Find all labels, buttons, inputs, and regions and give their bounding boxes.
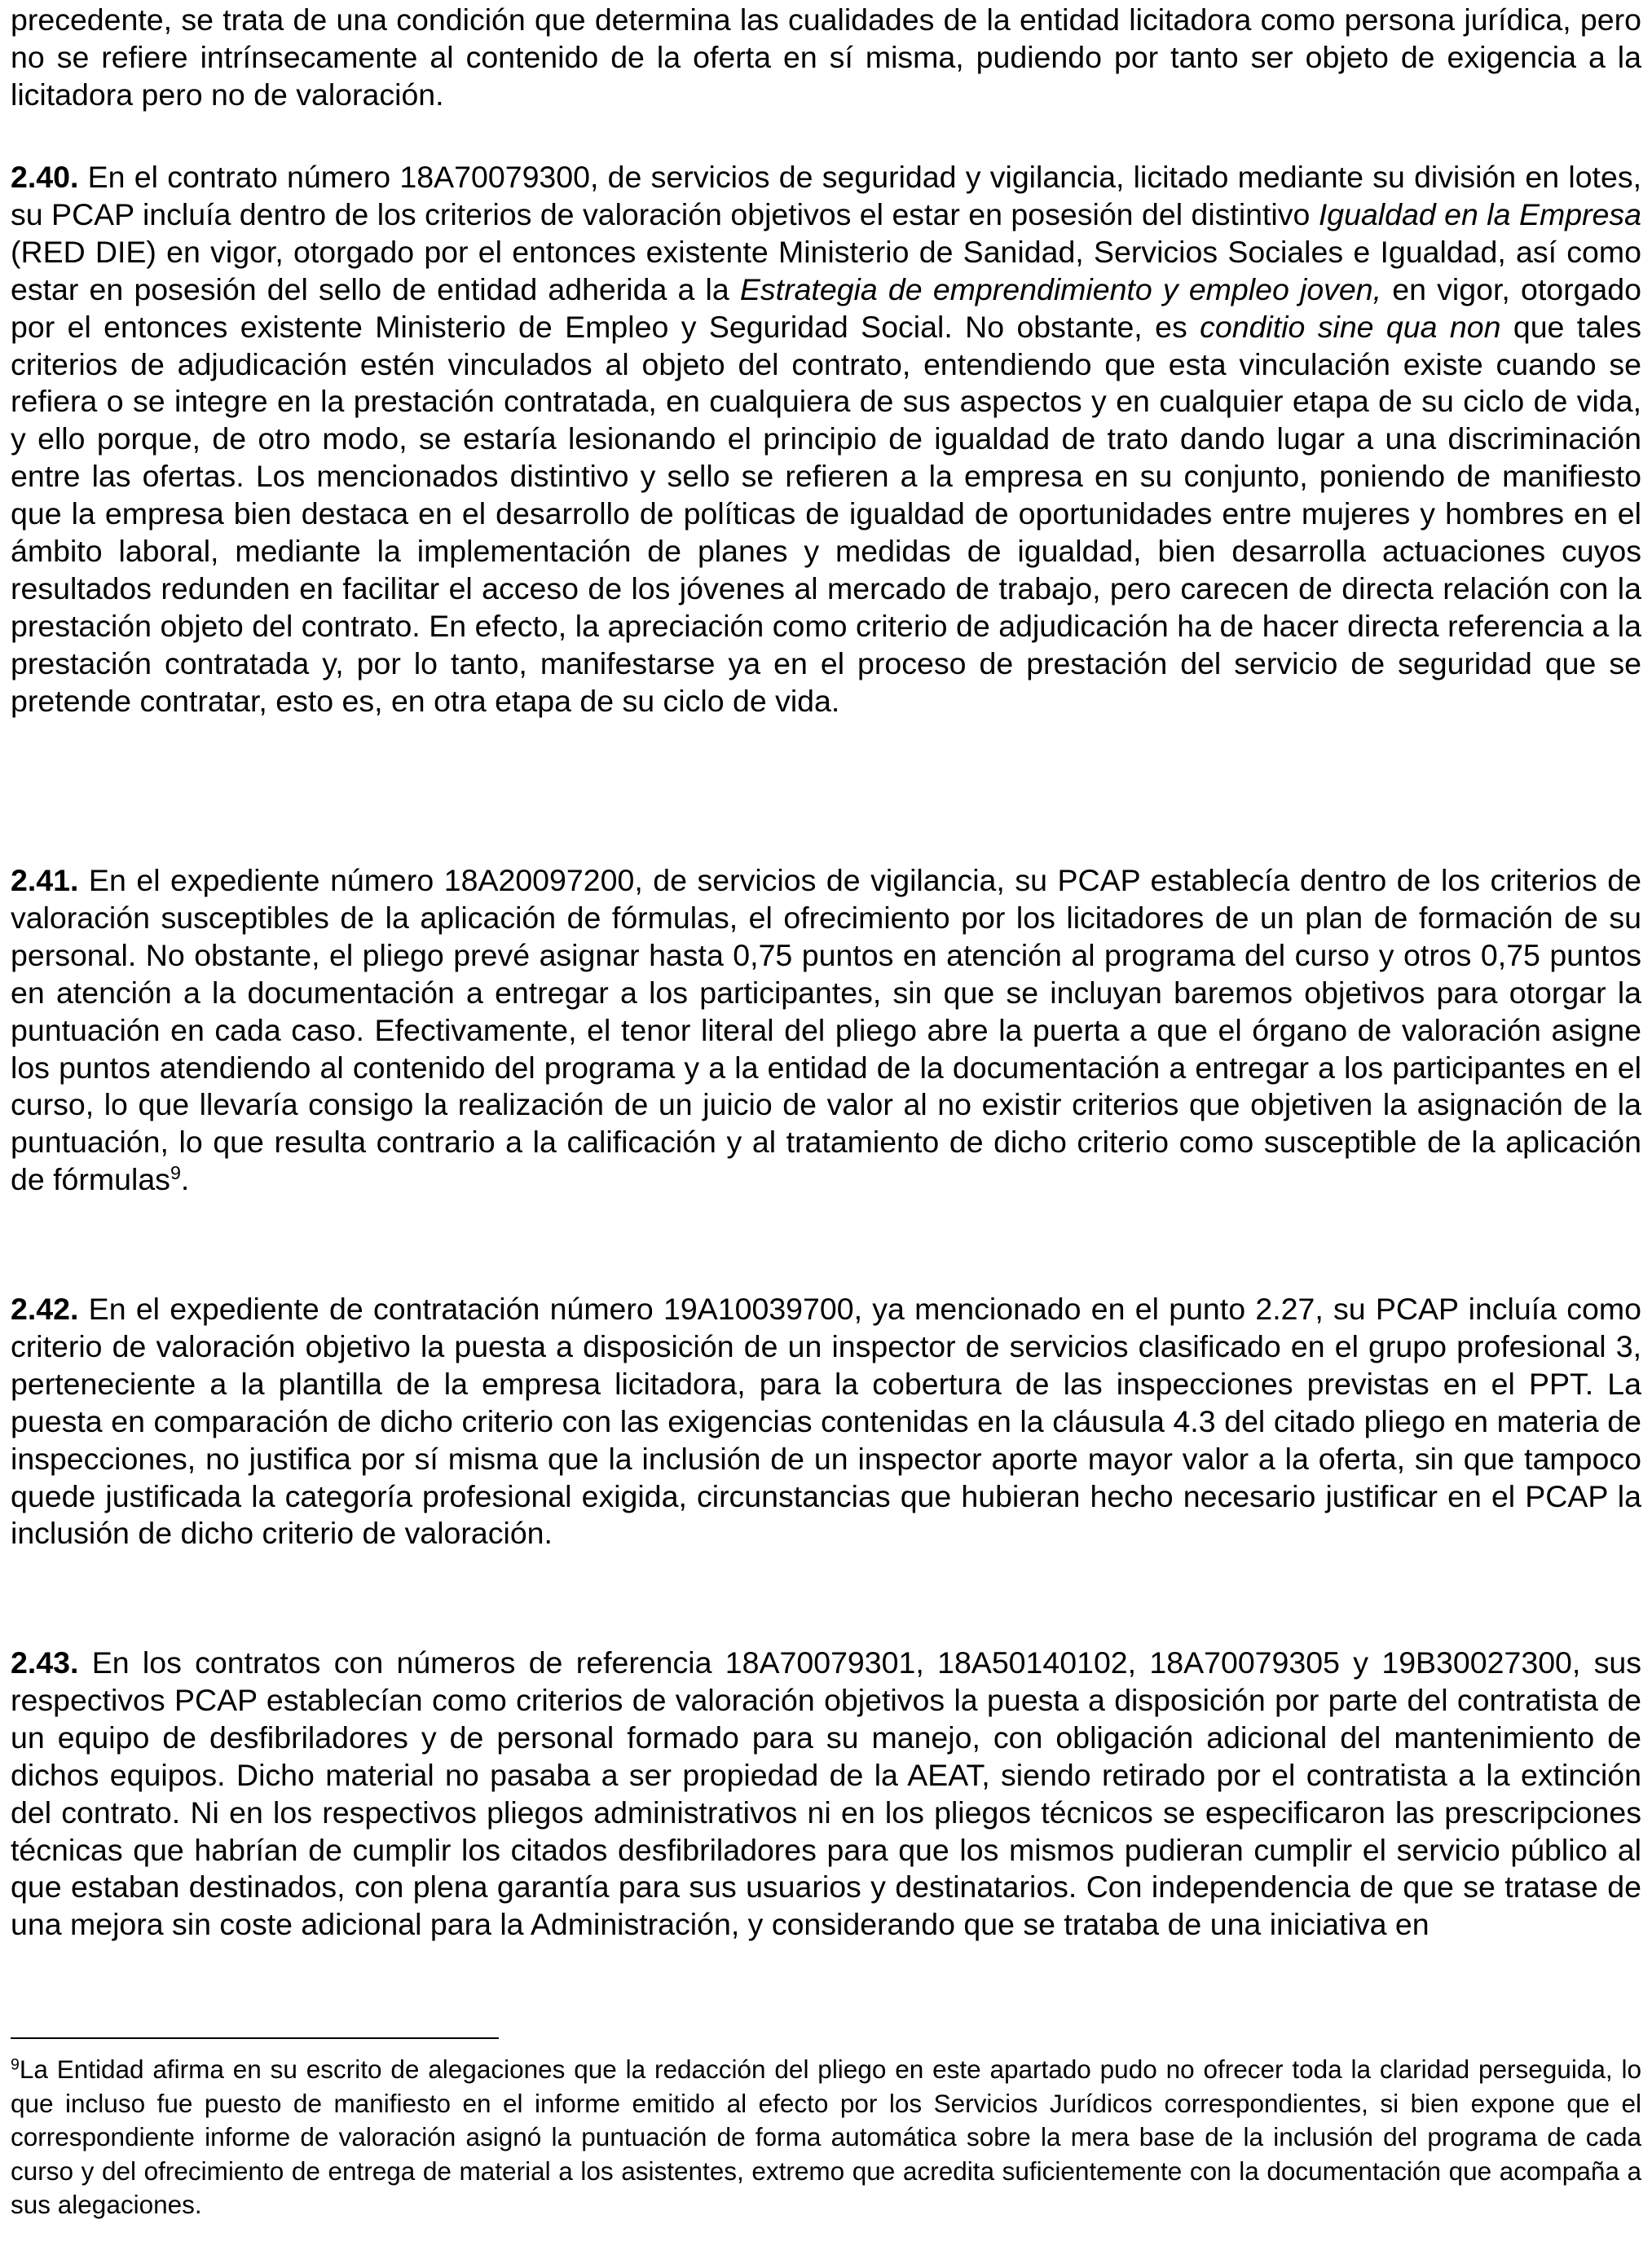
paragraph-number: 2.41. — [11, 863, 79, 897]
paragraph-intro — [11, 2, 1641, 114]
italic-term-estrategia: Estrategia de emprendimiento y empleo joven, — [739, 271, 1382, 306]
paragraph-end-punctuation: . — [180, 1162, 190, 1197]
italic-term-igualdad: Igualdad en la Empresa — [1318, 196, 1641, 231]
footnote-separator — [11, 2037, 499, 2039]
paragraph-number: 2.40. — [11, 160, 79, 194]
paragraph-2-40 — [11, 159, 1641, 720]
footnote-number: 9 — [11, 2055, 20, 2074]
paragraph-text: En los contratos con números de referencia 18A70079301, 18A50140102, 18A70079305 y 19B30027300, sus respectivos PCAP establecían como criterios de valoración objetivos la puesta a disposición por parte del contratista de un equipo de desfibriladores y de personal formado para su manejo, con obligación adicional del mantenimiento de dichos equipos. Dicho material no pasaba a ser propiedad de la AEAT, siendo retirado por el contratista a la extinción del contrato. Ni en los respectivos pliegos administrativos ni en los pliegos técnicos se especificaron las prescripciones técnicas que habrían de cumplir los citados desfibriladores para que los mismos pudieran cumplir el servicio público al que estaban destinados, con plena garantía para sus usuarios y destinatarios. Con independencia de que se tratase de una mejora sin coste adicional para la Administración, y considerando que se trataba de una iniciativa en — [11, 1645, 1641, 1942]
paragraph-2-42 — [11, 1291, 1641, 1552]
paragraph-text: En el contrato número 18A70079300, de servicios de seguridad y vigilancia, licitado mediante su división en lotes, su PCAP incluía dentro de los criterios de valoración objetivos el estar en posesión del distintivo — [11, 160, 1641, 231]
paragraph-intro-text: precedente, se trata de una condición que determina las cualidades de la entidad licitadora como persona jurídica, pero no se refiere intrínsecamente al contenido de la oferta en sí misma, pudiendo por tanto ser objeto de exigencia a la licitadora pero no de valoración. — [11, 2, 1641, 112]
footnote — [11, 2053, 1641, 2222]
paragraph-number: 2.42. — [11, 1292, 79, 1326]
paragraph-text: en vigor, otorgado por el entonces existente Ministerio de Empleo y Seguridad Social. No obstante, es — [11, 271, 1642, 344]
paragraph-2-41 — [11, 862, 1641, 1199]
footnote-text: La Entidad afirma en su escrito de alegaciones que la redacción del pliego en este apartado pudo no ofrecer toda la claridad perseguida, lo que incluso fue puesto de manifiesto en el informe emitido al efecto por los Servicios Jurídicos correspondientes, si bien expone que el correspondiente informe de valoración asignó la puntuación de forma automática sobre la mera base de la inclusión del programa de cada curso y del ofrecimiento de entrega de material a los asistentes, extremo que acredita suficientemente con la documentación que acompaña a sus alegaciones. — [11, 2054, 1641, 2220]
paragraph-number: 2.43. — [11, 1645, 79, 1680]
paragraph-text: (RED DIE) en vigor, otorgado por el entonces existente Ministerio de Sanidad, Servicios Sociales e Igualdad, así como estar en posesión del sello de entidad adherida a la — [11, 234, 1641, 306]
paragraph-text: En el expediente número 18A20097200, de servicios de vigilancia, su PCAP establecía dentro de los criterios de valoración susceptibles de la aplicación de fórmulas, el ofrecimiento por los licitadores de un plan de formación de su personal. No obstante, el pliego prevé asignar hasta 0,75 puntos en atención al programa del curso y otros 0,75 puntos en atención a la documentación a entregar a los participantes, sin que se incluyan baremos objetivos para otorgar la puntuación en cada caso. Efectivamente, el tenor literal del pliego abre la puerta a que el órgano de valoración asigne los puntos atendiendo al contenido del programa y a la entidad de la documentación a entregar a los participantes en el curso, lo que llevaría consigo la realización de un juicio de valor al no existir criterios que objetiven la asignación de la puntuación, lo que resulta contrario a la calificación y al tratamiento de dicho criterio como susceptible de la aplicación de fórmulas — [11, 863, 1641, 1197]
paragraph-text: En el expediente de contratación número 19A10039700, ya mencionado en el punto 2.27, su PCAP incluía como criterio de valoración objetivo la puesta a disposición de un inspector de servicios clasificado en el grupo profesional 3, perteneciente a la plantilla de la empresa licitadora, para la cobertura de las inspecciones previstas en el PPT. La puesta en comparación de dicho criterio con las exigencias contenidas en la cláusula 4.3 del citado pliego en materia de inspecciones, no justifica por sí misma que la inclusión de un inspector aporte mayor valor a la oferta, sin que tampoco quede justificada la categoría profesional exigida, circunstancias que hubieran hecho necesario justificar en el PCAP la inclusión de dicho criterio de valoración. — [11, 1292, 1641, 1551]
paragraph-2-43 — [11, 1645, 1641, 1944]
paragraph-text: que tales criterios de adjudicación estén vinculados al objeto del contrato, entendiendo que esta vinculación existe cuando se refiera o se integre en la prestación contratada, en cualquiera de sus aspectos y en cualquier etapa de su ciclo de vida, y ello porque, de otro modo, se estaría lesionando el principio de igualdad de trato dando lugar a una discriminación entre las ofertas. Los mencionados distintivo y sello se refieren a la empresa en su conjunto, poniendo de manifiesto que la empresa bien destaca en el desarrollo de políticas de igualdad de oportunidades entre mujeres y hombres en el ámbito laboral, mediante la implementación de planes y medidas de igualdad, bien desarrolla actuaciones cuyos resultados redunden en facilitar el acceso de los jóvenes al mercado de trabajo, pero carecen de directa relación con la prestación objeto del contrato. En efecto, la apreciación como criterio de adjudicación ha de hacer directa referencia a la prestación contratada y, por lo tanto, manifestarse ya en el proceso de prestación del servicio de seguridad que se pretende contratar, esto es, en otra etapa de su ciclo de vida. — [11, 309, 1642, 718]
footnote-reference[interactable]: 9 — [170, 1162, 181, 1184]
italic-term-conditio: conditio sine qua non — [1200, 309, 1501, 344]
